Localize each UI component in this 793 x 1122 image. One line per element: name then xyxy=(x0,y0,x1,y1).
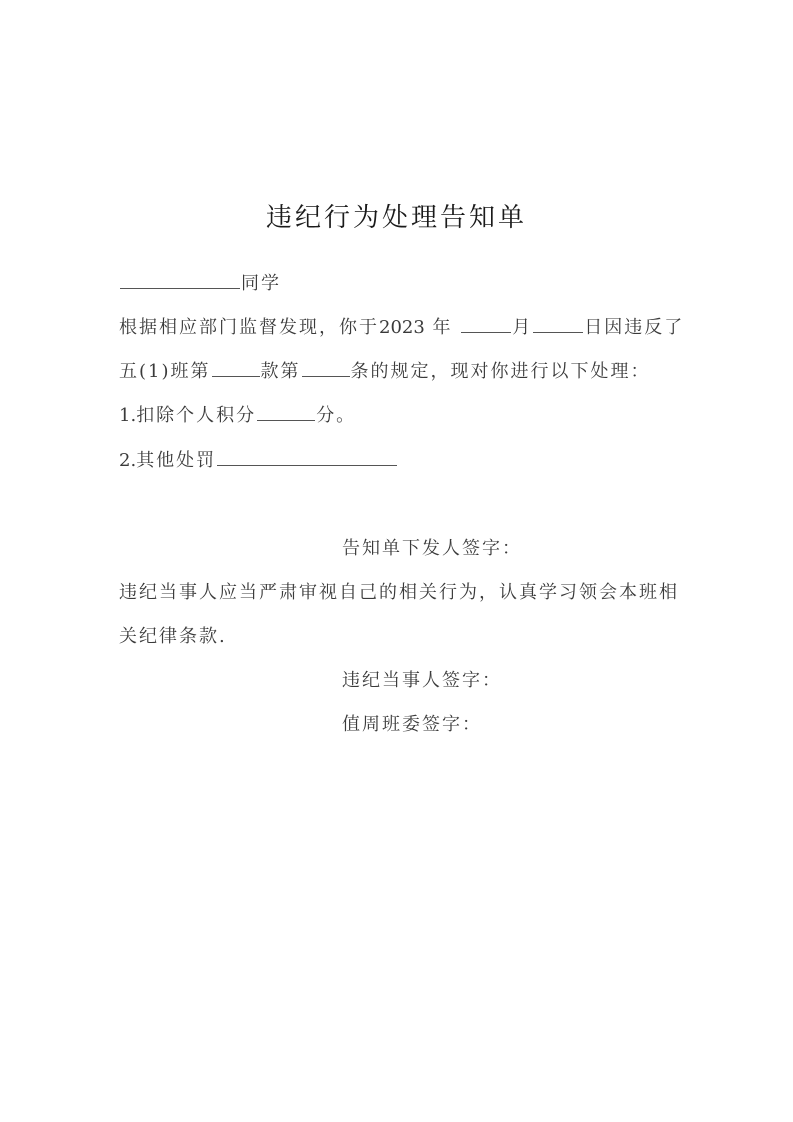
paragraph-prefix: 根据相应部门监督发现，你于 xyxy=(119,317,379,338)
issuer-signature xyxy=(342,535,522,563)
day-unit: 日因违反了 xyxy=(584,317,685,338)
item-1-label: 扣除个人积分 xyxy=(136,405,257,426)
issuer-signature-label: 告知单下发人签字： xyxy=(342,538,522,559)
item-2-number: 2. xyxy=(119,450,137,471)
item-1-number: 1. xyxy=(119,405,137,426)
reminder-line-2 xyxy=(119,623,227,651)
month-unit: 月 xyxy=(512,317,533,338)
student-name-line xyxy=(119,270,281,298)
paragraph-line-2 xyxy=(119,358,651,386)
student-suffix: 同学 xyxy=(241,273,281,294)
duty-monitor-signature xyxy=(342,711,482,739)
month-blank[interactable] xyxy=(461,314,511,333)
item-2-label: 其他处罚 xyxy=(136,450,217,471)
reminder-line-1 xyxy=(119,579,679,607)
year-unit: 年 xyxy=(432,317,453,338)
other-penalty-blank[interactable] xyxy=(217,447,397,466)
item-2 xyxy=(119,447,398,475)
duty-monitor-signature-label: 值周班委签字： xyxy=(342,714,482,735)
paragraph-line-1 xyxy=(119,314,684,342)
article-unit: 条的规定，现对你进行以下处理： xyxy=(350,361,651,382)
reminder-text-1: 违纪当事人应当严肃审视自己的相关行为，认真学习领会本班相 xyxy=(119,582,679,603)
year-value: 2023 xyxy=(379,317,425,338)
document-title: 违纪行为处理告知单 xyxy=(265,203,527,233)
clause-unit: 款第 xyxy=(260,361,301,382)
reminder-text-2: 关纪律条款. xyxy=(119,626,227,647)
item-1 xyxy=(119,402,356,430)
points-blank[interactable] xyxy=(257,402,315,421)
item-1-suffix: 分。 xyxy=(316,405,357,426)
student-name-blank[interactable] xyxy=(120,270,240,289)
class-prefix: 五(1)班第 xyxy=(119,361,211,382)
party-signature xyxy=(342,667,502,695)
article-blank[interactable] xyxy=(302,358,350,377)
day-blank[interactable] xyxy=(533,314,583,333)
party-signature-label: 违纪当事人签字： xyxy=(342,670,502,691)
clause-blank[interactable] xyxy=(212,358,260,377)
